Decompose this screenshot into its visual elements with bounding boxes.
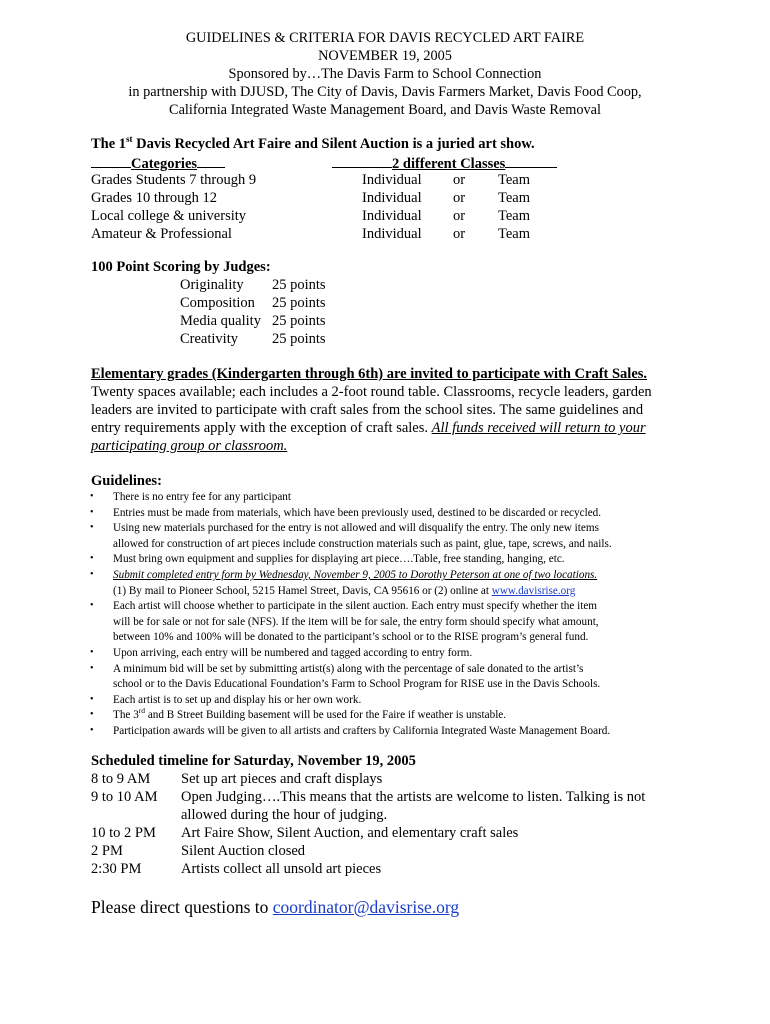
class-or: or bbox=[453, 190, 466, 206]
category-name: Local college & university bbox=[91, 208, 247, 224]
timeline-desc: allowed during the hour of judging. bbox=[181, 807, 388, 823]
bullet-icon: • bbox=[90, 647, 94, 658]
category-name: Amateur & Professional bbox=[91, 226, 232, 242]
timeline-desc: Artists collect all unsold art pieces bbox=[181, 861, 382, 877]
website-link[interactable]: www.davisrise.org bbox=[491, 584, 576, 597]
timeline-time: 2 PM bbox=[91, 843, 123, 859]
bullet-icon: • bbox=[90, 693, 94, 705]
category-name: Grades 10 through 12 bbox=[91, 190, 218, 206]
contact-email-link[interactable]: coordinator@davisrise.org bbox=[272, 897, 460, 917]
timeline-time: 8 to 9 AM bbox=[91, 771, 151, 787]
guideline-text: between 10% and 100% will be donated to the participant’s school or to the RISE program’s general fund. bbox=[113, 631, 589, 644]
elementary-line-2: leaders are invited to participate with craft sales from the school sites. The same guidelines and bbox=[91, 402, 644, 418]
bullet-icon: • bbox=[90, 725, 94, 736]
elementary-line-3: entry requirements apply with the exception of craft sales. All funds received will return to your bbox=[91, 420, 646, 436]
guideline-text: There is no entry fee for any participant bbox=[113, 491, 291, 503]
submit-locations: (1) By mail to Pioneer School, 5215 Hamel Street, Davis, CA 95616 or (2) online at www.davisrise.org bbox=[113, 584, 576, 597]
scoring-heading: 100 Point Scoring by Judges: bbox=[91, 259, 271, 275]
guideline-text: Each artist is to set up and display his or her own work. bbox=[113, 693, 362, 706]
document-title: GUIDELINES & CRITERIA FOR DAVIS RECYCLED ART FAIRE bbox=[185, 30, 585, 46]
guideline-text: Entries must be made from materials, which have been previously used, destined to be discarded or recycled. bbox=[113, 506, 602, 519]
class-or: or bbox=[453, 208, 466, 224]
guideline-text: A minimum bid will be set by submitting artist(s) along with the percentage of sale donated to the artist’s bbox=[113, 662, 584, 675]
elementary-heading: Elementary grades (Kindergarten through 6th) are invited to participate with Craft Sales. bbox=[91, 366, 648, 382]
bullet-icon: • bbox=[90, 600, 94, 612]
scoring-points: 25 points bbox=[272, 277, 326, 293]
class-team: Team bbox=[498, 208, 530, 224]
class-individual: Individual bbox=[362, 190, 422, 206]
class-or: or bbox=[453, 226, 466, 242]
scoring-criterion: Creativity bbox=[180, 331, 238, 347]
class-team: Team bbox=[498, 226, 530, 242]
timeline-desc: Open Judging….This means that the artists are welcome to listen. Talking is not bbox=[181, 789, 646, 805]
scoring-points: 25 points bbox=[272, 313, 326, 329]
guideline-text: Upon arriving, each entry will be numbered and tagged according to entry form. bbox=[113, 647, 473, 659]
class-individual: Individual bbox=[362, 172, 422, 188]
scoring-criterion: Composition bbox=[180, 295, 255, 311]
class-team: Team bbox=[498, 172, 530, 188]
scoring-criterion: Originality bbox=[180, 277, 244, 293]
elementary-line-1: Twenty spaces available; each includes a 2-foot round table. Classrooms, recycle leaders, garden bbox=[91, 384, 652, 400]
class-individual: Individual bbox=[362, 208, 422, 224]
bullet-icon: • bbox=[90, 506, 94, 518]
bullet-icon: • bbox=[90, 662, 94, 674]
event-date: NOVEMBER 19, 2005 bbox=[318, 48, 452, 64]
building-note: The 3rd and B Street Building basement will be used for the Faire if weather is unstable. bbox=[113, 706, 507, 722]
scoring-points: 25 points bbox=[272, 331, 326, 347]
categories-header: Categories bbox=[91, 154, 225, 173]
bullet-icon: • bbox=[90, 491, 94, 502]
class-or: or bbox=[453, 172, 466, 188]
bullet-icon: • bbox=[90, 569, 94, 580]
timeline-desc: Art Faire Show, Silent Auction, and elementary craft sales bbox=[181, 825, 519, 841]
elementary-line-4: participating group or classroom. bbox=[91, 438, 288, 454]
timeline-heading: Scheduled timeline for Saturday, November 19, 2005 bbox=[91, 753, 416, 769]
bullet-icon: • bbox=[90, 709, 94, 721]
partners-line-2: California Integrated Waste Management Board, and Davis Waste Removal bbox=[169, 102, 601, 118]
guideline-text: Using new materials purchased for the entry is not allowed and will disqualify the entry. The only new items bbox=[113, 522, 599, 535]
category-name: Grades Students 7 through 9 bbox=[91, 172, 257, 188]
contact-line: Please direct questions to coordinator@davisrise.org bbox=[91, 897, 460, 917]
timeline-time: 9 to 10 AM bbox=[91, 789, 158, 805]
timeline-time: 10 to 2 PM bbox=[91, 825, 156, 841]
partners-line-1: in partnership with DJUSD, The City of Davis, Davis Farmers Market, Davis Food Coop, bbox=[128, 84, 642, 100]
guideline-text: Each artist will choose whether to participate in the silent auction. Each entry must specify whether the item bbox=[113, 600, 598, 613]
guideline-text: allowed for construction of art pieces include construction materials such as paint, glue, tape, screws, and nails. bbox=[113, 537, 612, 550]
sponsor-line: Sponsored by…The Davis Farm to School Connection bbox=[228, 66, 542, 82]
intro-line: The 1st Davis Recycled Art Faire and Silent Auction is a juried art show. bbox=[91, 134, 535, 152]
scoring-points: 25 points bbox=[272, 295, 326, 311]
class-individual: Individual bbox=[362, 226, 422, 242]
scoring-criterion: Media quality bbox=[180, 313, 261, 329]
awards-note: Participation awards will be given to all artists and crafters by California Integrated Waste Management Board. bbox=[113, 725, 611, 737]
timeline-time: 2:30 PM bbox=[91, 861, 142, 877]
submit-deadline: Submit completed entry form by Wednesday, November 9, 2005 to Dorothy Peterson at one of two locations. bbox=[113, 569, 598, 581]
guideline-text: school or to the Davis Educational Foundation’s Farm to School Program for RISE use in the Davis Schools. bbox=[113, 678, 601, 691]
bullet-icon: • bbox=[90, 522, 94, 534]
class-team: Team bbox=[498, 190, 530, 206]
guideline-text: will be for sale or not for sale (NFS). If the item will be for sale, the entry form should specify what amount, bbox=[113, 615, 599, 628]
guideline-text: Must bring own equipment and supplies for displaying art piece….Table, free standing, hanging, etc. bbox=[113, 553, 565, 566]
timeline-desc: Silent Auction closed bbox=[181, 843, 306, 859]
guidelines-heading: Guidelines: bbox=[91, 473, 162, 489]
bullet-icon: • bbox=[90, 553, 94, 565]
classes-header: 2 different Classes bbox=[332, 154, 557, 173]
timeline-desc: Set up art pieces and craft displays bbox=[181, 771, 383, 787]
